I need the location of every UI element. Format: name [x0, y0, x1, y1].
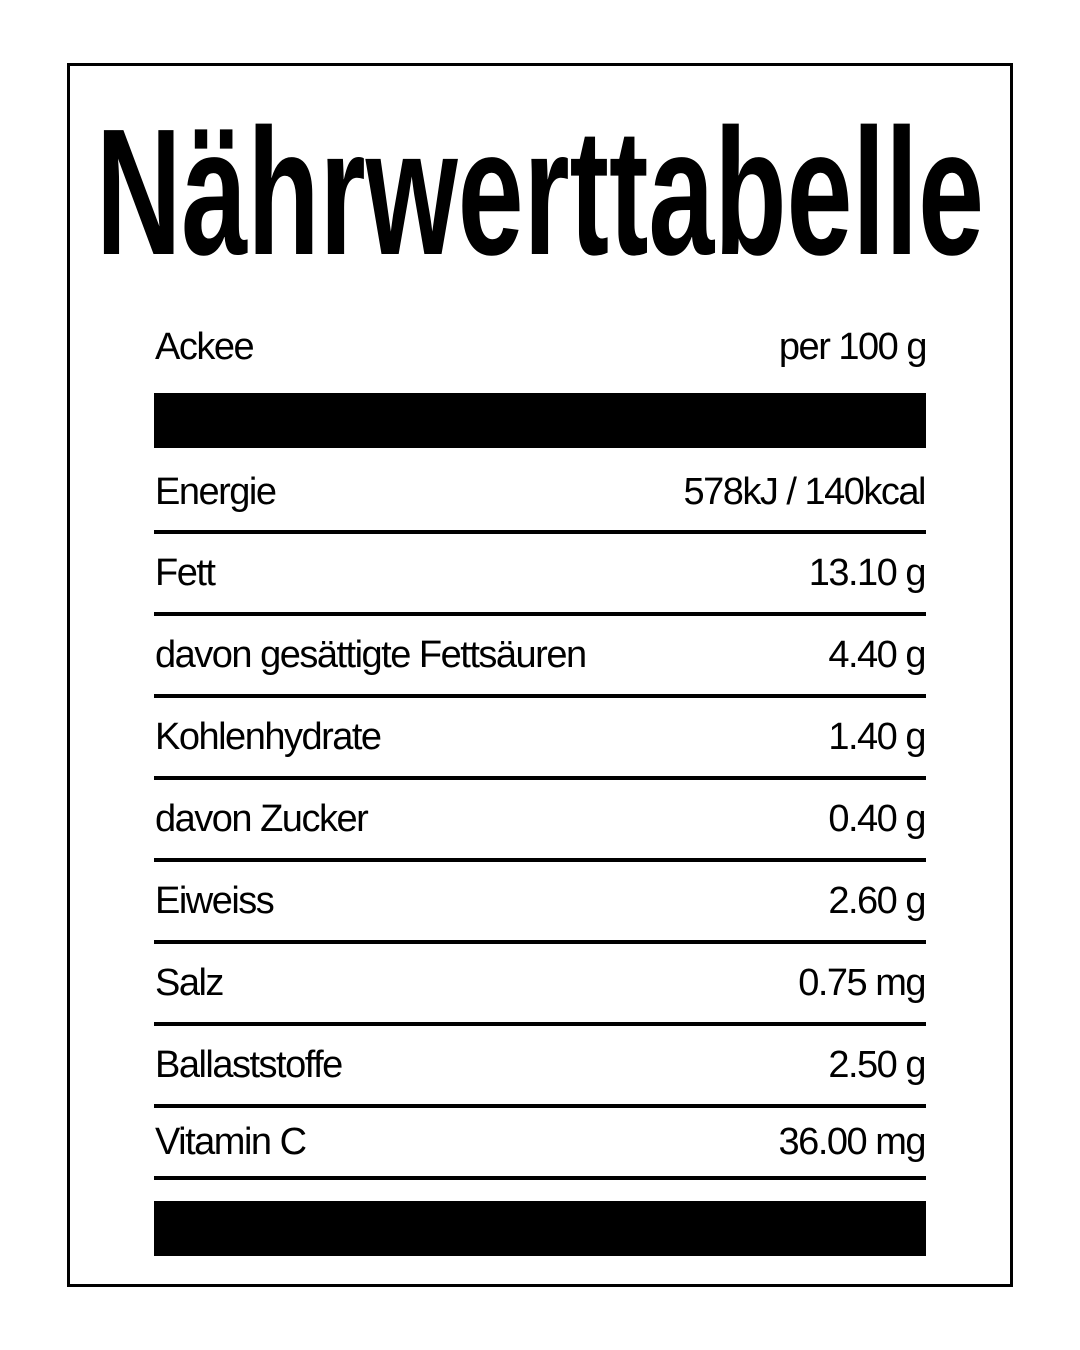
top-divider-bar: [154, 393, 926, 448]
title-svg: [96, 108, 984, 268]
nutrient-value: 4.40 g: [828, 633, 925, 676]
nutrient-row-vitamin-c: [154, 1108, 926, 1180]
nutrient-label: Ballaststoffe: [155, 1043, 342, 1086]
nutrient-value: 2.60 g: [828, 879, 925, 922]
nutrient-row-zucker: [154, 780, 926, 862]
nutrient-row-eiweiss: [154, 862, 926, 944]
nutrient-row-ballaststoffe: [154, 1026, 926, 1108]
nutrient-row-salz: [154, 944, 926, 1026]
nutrient-label: Vitamin C: [155, 1120, 306, 1163]
product-header: [155, 322, 926, 372]
title-text: Nährwerttabelle: [96, 108, 984, 268]
serving-basis: per 100 g: [778, 325, 926, 368]
nutrient-label: Salz: [155, 961, 223, 1004]
nutrient-value: 36.00 mg: [778, 1120, 925, 1163]
nutrient-row-kohlenhydrate: [154, 698, 926, 780]
nutrient-label: davon gesättigte Fettsäuren: [155, 633, 586, 676]
nutrient-value: 1.40 g: [828, 715, 925, 758]
nutrient-row-saturated-fat: [154, 616, 926, 698]
nutrient-row-energie: [154, 454, 926, 534]
nutrient-label: Fett: [155, 551, 215, 594]
nutrient-value: 13.10 g: [808, 551, 925, 594]
nutrient-value: 578kJ / 140kcal: [683, 470, 925, 513]
product-name: Ackee: [155, 325, 254, 368]
nutrient-value: 2.50 g: [828, 1043, 925, 1086]
nutrient-value: 0.75 mg: [798, 961, 925, 1004]
bottom-divider-bar: [154, 1201, 926, 1256]
nutrient-row-fett: [154, 534, 926, 616]
page-title: [96, 108, 984, 268]
nutrient-label: Kohlenhydrate: [155, 715, 381, 758]
nutrient-value: 0.40 g: [828, 797, 925, 840]
nutrient-label: davon Zucker: [155, 797, 368, 840]
nutrient-label: Energie: [155, 470, 276, 513]
nutrient-label: Eiweiss: [155, 879, 274, 922]
